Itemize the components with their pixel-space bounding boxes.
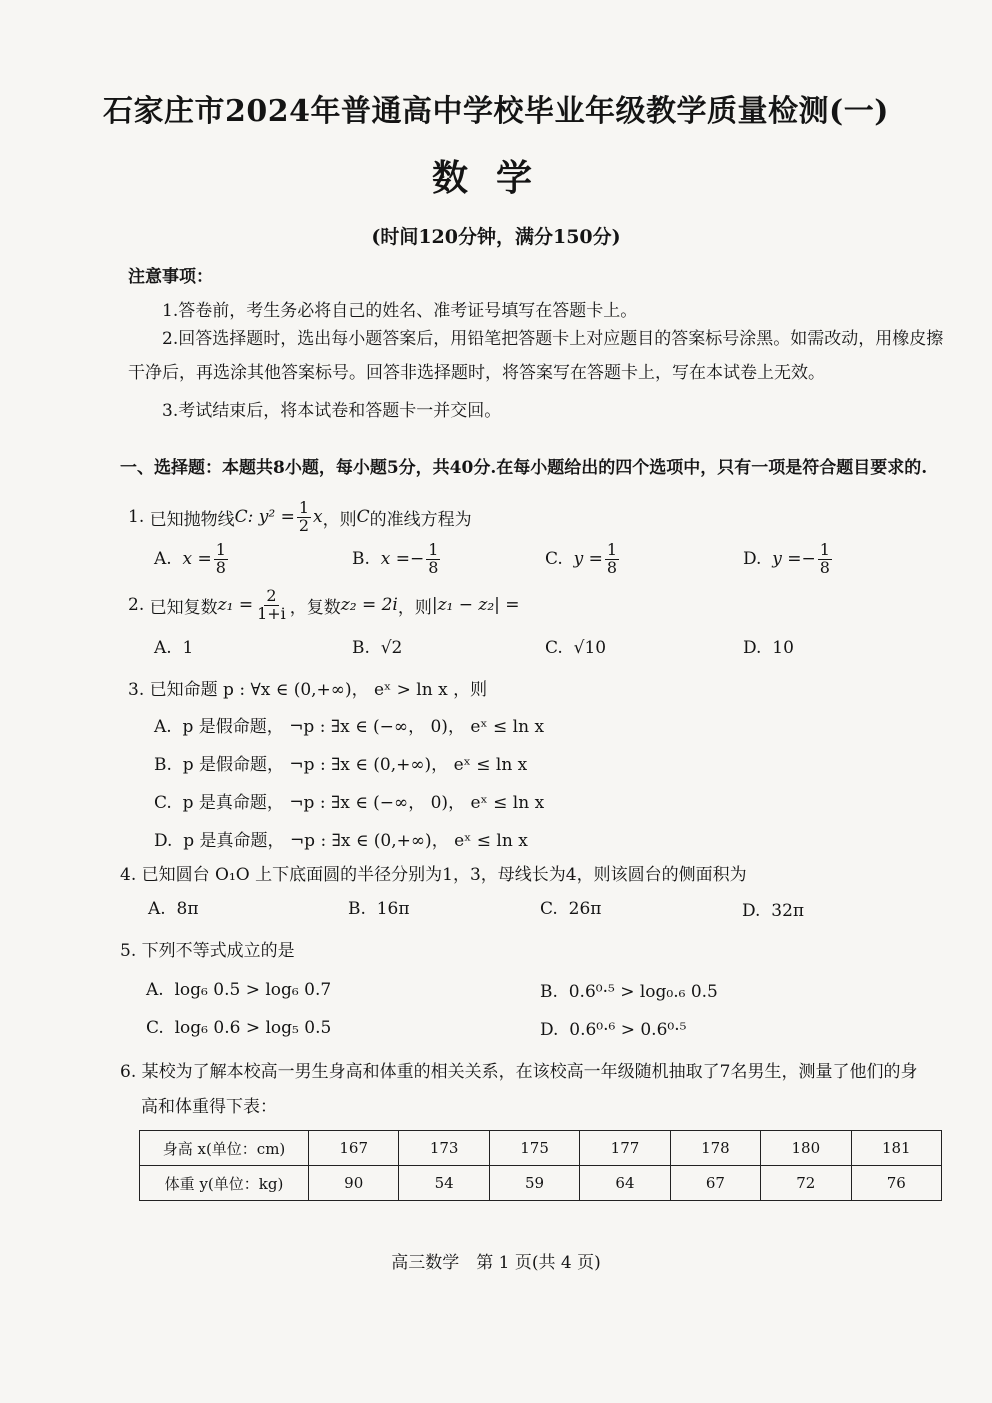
option-label: A.	[154, 549, 172, 570]
table-row	[140, 1166, 942, 1201]
q5-option-c	[146, 1018, 331, 1038]
question-number: 2.	[128, 595, 145, 616]
q5-option-d	[540, 1020, 686, 1040]
question-text: 下列不等式成立的是	[141, 941, 295, 961]
z1-lhs: z₁ =	[217, 595, 254, 616]
subject-title: 数学	[431, 157, 560, 199]
option-label: D.	[742, 901, 761, 921]
option-text: 0.6⁰·⁵ > log₀.₆ 0.5	[568, 982, 718, 1002]
fraction	[605, 542, 619, 577]
table-header-cell: 身高 x(单位：cm)	[140, 1131, 309, 1166]
option-text: p 是真命题， ¬p : ∃x ∈ (0,+∞)， eˣ ≤ ln x	[183, 831, 528, 851]
fraction	[818, 542, 832, 577]
option-lhs: y =	[573, 549, 603, 570]
option-label: D.	[154, 831, 173, 851]
option-text: 0.6⁰·⁶ > 0.6⁰·⁵	[569, 1020, 687, 1040]
question-text: ，复数	[289, 597, 341, 618]
question-5-stem	[120, 936, 295, 961]
notice-item-1: 1.答卷前，考生务必将自己的姓名、准考证号填写在答题卡上。	[162, 301, 638, 321]
fraction-numerator: 1	[215, 540, 226, 559]
q3-option-a	[154, 712, 544, 737]
option-label: D.	[743, 638, 762, 658]
question-text: ，则	[322, 509, 357, 530]
q2-option-a	[154, 638, 193, 658]
fraction	[255, 588, 288, 623]
question-number: 4.	[120, 865, 137, 885]
table-cell: 175	[489, 1131, 579, 1166]
option-text: 26π	[568, 899, 602, 919]
option-text: p 是假命题， ¬p : ∃x ∈ (0,+∞)， eˣ ≤ ln x	[182, 755, 528, 775]
fraction-numerator: 1	[298, 498, 310, 517]
curve-name: C	[356, 507, 370, 528]
fraction-numerator: 2	[266, 586, 277, 605]
question-6-stem-line-2: 高和体重得下表：	[141, 1097, 277, 1117]
option-lhs: x =	[380, 549, 410, 570]
question-2-stem	[128, 588, 520, 623]
option-label: B.	[540, 982, 558, 1002]
fraction-denominator: 8	[215, 557, 226, 577]
option-label: C.	[545, 638, 563, 658]
fraction	[426, 542, 440, 577]
table-cell: 67	[670, 1166, 760, 1201]
table-row	[140, 1131, 942, 1166]
table-cell: 181	[851, 1131, 941, 1166]
question-text: 已知抛物线	[149, 509, 235, 530]
table-cell: 173	[399, 1131, 489, 1166]
z2-expression: z₂ = 2i	[340, 595, 398, 616]
question-1-stem	[128, 500, 472, 535]
question-text: 的准线方程为	[369, 509, 472, 530]
option-lhs: x =	[182, 549, 212, 570]
option-text: √2	[380, 638, 403, 658]
option-text: 1	[182, 638, 194, 658]
q3-option-d	[154, 826, 528, 851]
table-cell: 64	[580, 1166, 670, 1201]
question-text: 已知命题 p : ∀x ∈ (0,+∞)， eˣ > ln x ，则	[149, 680, 488, 700]
time-limit: (时间120分钟，满分150分)	[371, 226, 621, 248]
q4-option-b	[348, 899, 410, 919]
table-cell: 72	[761, 1166, 851, 1201]
table-header-cell: 体重 y(单位：kg)	[140, 1166, 309, 1201]
option-label: A.	[146, 980, 164, 1000]
question-text: ，则	[397, 597, 432, 618]
option-label: C.	[545, 549, 563, 570]
notice-item-3: 3.考试结束后，将本试卷和答题卡一并交回。	[162, 401, 502, 421]
notice-item-2-line-1: 2.回答选择题时，选出每小题答案后，用铅笔把答题卡上对应题目的答案标号涂黑。如需改动，用橡皮擦	[162, 329, 944, 349]
fraction	[297, 500, 311, 535]
q1-option-d	[743, 542, 834, 577]
option-text: log₆ 0.5 > log₆ 0.7	[174, 980, 332, 1000]
fraction-denominator: 8	[606, 557, 618, 577]
table-cell: 167	[309, 1131, 399, 1166]
table-cell: 90	[309, 1166, 399, 1201]
option-label: C.	[146, 1018, 164, 1038]
table-cell: 54	[399, 1166, 489, 1201]
option-label: A.	[154, 717, 172, 737]
table-cell: 76	[851, 1166, 941, 1201]
option-label: B.	[352, 638, 370, 658]
option-label: D.	[743, 549, 762, 570]
question-4-stem	[120, 860, 747, 885]
q1-option-b	[352, 542, 442, 577]
equation-lhs: : y² =	[247, 507, 295, 528]
option-text: 10	[772, 638, 794, 658]
notice-item-2-line-2: 干净后，再选涂其他答案标号。回答非选择题时，将答案写在答题卡上，写在本试卷上无效。	[128, 363, 825, 383]
fraction-denominator: 2	[298, 515, 310, 535]
table-cell: 180	[761, 1131, 851, 1166]
question-number: 5.	[120, 941, 137, 961]
option-text: √10	[573, 638, 607, 658]
option-label: C.	[540, 899, 558, 919]
abs-expression: |z₁ − z₂| =	[431, 595, 520, 616]
q1-option-c	[545, 542, 621, 577]
option-label: B.	[154, 755, 172, 775]
option-label: B.	[352, 549, 370, 570]
q4-option-c	[540, 899, 601, 919]
height-weight-table	[139, 1130, 942, 1201]
table-cell: 177	[580, 1131, 670, 1166]
question-number: 3.	[128, 680, 145, 700]
equation-rhs: x	[313, 507, 323, 528]
exam-title: 石家庄市2024年普通高中学校毕业年级教学质量检测(一)	[103, 94, 889, 129]
option-text: p 是假命题， ¬p : ∃x ∈ (−∞， 0)， eˣ ≤ ln x	[182, 717, 545, 737]
option-lhs: y =	[772, 549, 802, 570]
q3-option-b	[154, 750, 527, 775]
option-text: p 是真命题， ¬p : ∃x ∈ (−∞， 0)， eˣ ≤ ln x	[182, 793, 545, 813]
page-footer: 高三数学 第 1 页(共 4 页)	[391, 1253, 601, 1273]
question-3-stem	[128, 675, 487, 700]
fraction	[214, 542, 228, 577]
question-text: 已知圆台 O₁O 上下底面圆的半径分别为1，3，母线长为4，则该圆台的侧面积为	[141, 865, 747, 885]
question-number: 1.	[128, 507, 145, 528]
question-text: 已知复数	[149, 597, 218, 618]
fraction-numerator: 1	[428, 540, 439, 559]
fraction-numerator: 1	[819, 540, 830, 559]
table-cell: 59	[489, 1166, 579, 1201]
option-sign: −	[801, 549, 816, 570]
option-text: log₆ 0.6 > log₅ 0.5	[174, 1018, 332, 1038]
option-text: 32π	[771, 901, 805, 921]
q1-option-a	[154, 542, 230, 577]
q4-option-a	[148, 899, 199, 919]
fraction-denominator: 8	[819, 557, 830, 577]
option-text: 8π	[176, 899, 199, 919]
fraction-denominator: 1+i	[257, 603, 286, 623]
q2-option-b	[352, 638, 402, 658]
table-cell: 178	[670, 1131, 760, 1166]
option-text: 16π	[376, 899, 410, 919]
fraction-denominator: 8	[428, 557, 439, 577]
curve-name: C	[234, 507, 248, 528]
q5-option-a	[146, 980, 331, 1000]
q2-option-d	[743, 638, 794, 658]
question-number: 6.	[120, 1062, 137, 1082]
q3-option-c	[154, 788, 544, 813]
section-1-heading: 一、选择题：本题共8小题，每小题5分，共40分.在每小题给出的四个选项中，只有一项是符合题目要求的.	[120, 458, 928, 478]
option-label: A.	[148, 899, 166, 919]
notice-heading: 注意事项：	[128, 267, 213, 287]
option-label: D.	[540, 1020, 559, 1040]
option-sign: −	[409, 549, 425, 570]
fraction-numerator: 1	[606, 540, 618, 559]
question-text: 某校为了解本校高一男生身高和体重的相关关系，在该校高一年级随机抽取了7名男生，测量了他们的身	[141, 1062, 918, 1082]
option-label: B.	[348, 899, 366, 919]
q2-option-c	[545, 638, 606, 658]
question-6-stem-line-1	[120, 1057, 917, 1082]
option-label: C.	[154, 793, 172, 813]
option-label: A.	[154, 638, 172, 658]
q4-option-d	[742, 901, 804, 921]
q5-option-b	[540, 982, 718, 1002]
